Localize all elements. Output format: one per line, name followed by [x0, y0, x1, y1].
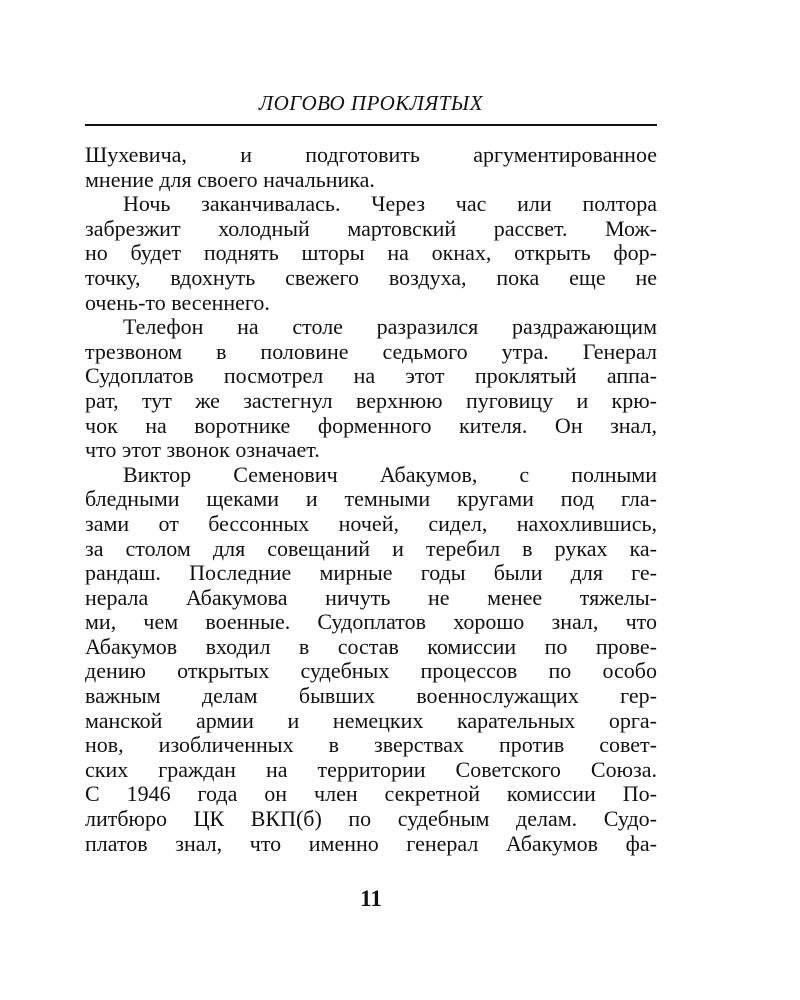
text-line: трезвоном в половине седьмого утра. Генерал [85, 338, 657, 364]
text-line: что этот звонок означает. [85, 437, 320, 463]
text-line: но будет поднять шторы на окнах, открыть фор- [85, 240, 657, 266]
text-line: манской армии и немецких карательных орга- [85, 707, 657, 733]
text-line: литбюро ЦК ВКП(б) по судебным делам. Судо- [85, 806, 657, 832]
text-line: ми, чем военные. Судоплатов хорошо знал, что [85, 609, 657, 635]
text-line: дению открытых судебных процессов по особо [85, 658, 657, 684]
text-line: ских граждан на территории Советского Союза. [85, 756, 657, 782]
text-line: Телефон на столе разразился раздражающим [123, 314, 657, 340]
text-line: Виктор Семенович Абакумов, с полными [123, 461, 657, 487]
text-line: рат, тут же застегнул верхнюю пуговицу и крю- [85, 387, 657, 413]
body-text [85, 143, 657, 856]
text-line: Шухевича, и подготовить аргументированное [85, 142, 657, 167]
text-line: нов, изобличенных в зверствах против совет- [85, 732, 657, 758]
text-line: Судоплатов посмотрел на этот проклятый аппа- [85, 363, 657, 389]
text-line: за столом для совещаний и теребил в руках ка- [85, 535, 657, 561]
text-line: чок на воротнике форменного кителя. Он знал, [85, 412, 657, 438]
page-number: 11 [360, 886, 382, 911]
text-line: рандаш. Последние мирные годы были для ге- [85, 560, 657, 586]
text-line: платов знал, что именно генерал Абакумов фа- [85, 830, 657, 856]
text-line: точку, вдохнуть свежего воздуха, пока еще не [85, 264, 657, 290]
text-line: забрезжит холодный мартовский рассвет. Мож- [85, 215, 657, 241]
text-line: С 1946 года он член секретной комиссии По- [85, 781, 657, 807]
text-line: нерала Абакумова ничуть не менее тяжелы- [85, 584, 657, 610]
text-line: Ночь заканчивалась. Через час или полтора [123, 191, 657, 217]
text-line: зами от бессонных ночей, сидел, нахохлившись, [85, 510, 657, 536]
text-line: мнение для своего начальника. [85, 166, 375, 192]
text-line: бледными щеками и темными кругами под гла- [85, 486, 657, 512]
text-line: Абакумов входил в состав комиссии по прове- [85, 633, 657, 659]
text-line: важным делам бывших военнослужащих гер- [85, 683, 657, 709]
text-line: очень-то весеннего. [85, 289, 270, 315]
header-rule [85, 124, 657, 126]
running-title: ЛОГОВО ПРОКЛЯТЫХ [258, 91, 484, 115]
